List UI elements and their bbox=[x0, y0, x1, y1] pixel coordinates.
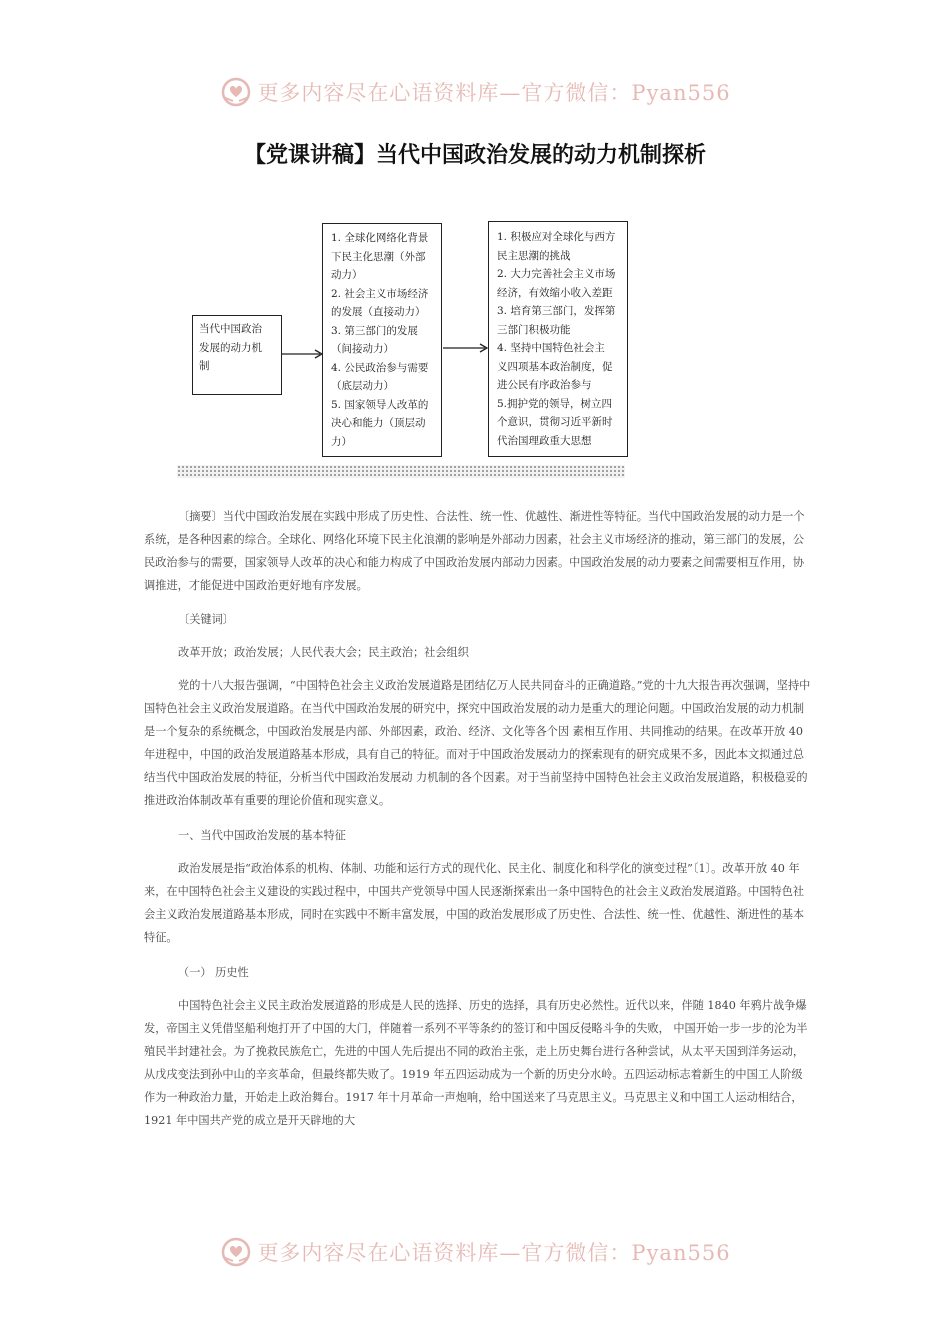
diagram-text-line: 3. 第三部门的发展 bbox=[331, 324, 418, 337]
dotted-baseline bbox=[177, 465, 625, 478]
arrow-right-icon bbox=[443, 342, 489, 354]
diagram-middle-box bbox=[322, 223, 442, 457]
keywords-label: 〔关键词〕 bbox=[178, 613, 234, 626]
diagram-text-line: 动力） bbox=[331, 269, 363, 281]
diagram-text-line: 的发展（直接动力） bbox=[331, 306, 426, 318]
banner-text: 更多内容尽在心语资料库—官方微信：Pyan556 bbox=[257, 1241, 731, 1265]
arrow-right-icon bbox=[282, 348, 324, 360]
diagram-text-line: （间接动力） bbox=[331, 343, 394, 355]
diagram-text-line: 进公民有序政治参与 bbox=[497, 379, 592, 391]
diagram-text-line: 发展的动力机 bbox=[199, 341, 262, 354]
heart-ribbon-logo-icon bbox=[219, 1235, 253, 1269]
diagram-text-line: 义四项基本政治制度，促 bbox=[497, 360, 613, 373]
section-paragraph: 政治发展是指“政治体系的机构、体制、功能和运行方式的现代化、民主化、制度化和科学化的演变过程”〔1〕。改革开放 40 年来，在中国特色社会主义建设的实践过程中，中国共产党领导中国人民逐渐探索出一条中国特色的社会主义政治发展道路。中国特色社会主义政治发展道路基本形成，同时在实践中不断丰富发展，中国的政治发展形成了历史性、合法性、统一性、优越性、渐进性的基本特征。 bbox=[144, 862, 805, 944]
header-banner bbox=[0, 72, 950, 112]
page-title: 【党课讲稿】当代中国政治发展的动力机制探析 bbox=[243, 143, 706, 168]
diagram-text-line: 5.拥护党的领导，树立四 bbox=[497, 397, 613, 410]
diagram-text-line: 民主思潮的挑战 bbox=[497, 249, 571, 262]
diagram-text-line: 代治国理政重大思想 bbox=[497, 434, 592, 447]
diagram-text-line: 力） bbox=[331, 435, 352, 448]
abstract-paragraph: 〔摘要〕当代中国政治发展在实践中形成了历史性、合法性、统一性、优越性、渐进性等特征。当代中国政治发展的动力是一个系统，是各种因素的综合。全球化、网络化环境下民主化浪潮的影响是外部动力因素，社会主义市场经济的推动，第三部门的发展，公民政治参与的需要，国家领导人改革的决心和能力构成了中国政治发展内部动力因素。中国政治发展的动力要素之间需要相互作用，协调推进，才能促进中国政治更好地有序发展。 bbox=[144, 510, 805, 592]
diagram-text-line: 三部门积极功能 bbox=[497, 323, 571, 336]
footer-banner bbox=[0, 1232, 950, 1272]
diagram-text-line: 3. 培育第三部门，发挥第 bbox=[497, 305, 616, 317]
diagram-text-line: 决心和能力（顶层动 bbox=[331, 417, 426, 429]
diagram-text-line: 4. 公民政治参与需要 bbox=[331, 361, 429, 374]
intro-paragraph: 党的十八大报告强调，“中国特色社会主义政治发展道路是团结亿万人民共同奋斗的正确道路。”党的十九大报告再次强调，坚持中国特色社会主义政治发展道路。在当代中国政治发展的研究中，探究中国政治发展的动力是重大的理论问题。中国政治发展的动力机制是一个复杂的系统概念，中国政治发展是内部、外部因素，政治、经济、文化等各个因 素相互作用、共同推动的结果。在改革开放 40 年进程中，中国的政治发展道路基本形成，具有自己的特征。而对于中国政治发展动力的探索现有的研究成果不多，因此本文拟通过总结当代中国政治发展的特征，分析当代中国政治发展动 力机制的各个因素。对于当前坚持中国特色社会主义政治发展道路，积极稳妥的推进政治体制改革有重要的理论价值和现实意义。 bbox=[144, 679, 811, 807]
keywords-list: 改革开放；政治发展；人民代表大会；民主政治；社会组织 bbox=[178, 646, 469, 659]
dynamics-diagram bbox=[175, 215, 645, 480]
subsection-heading: （一） 历史性 bbox=[178, 966, 249, 979]
diagram-text-line: 2. 社会主义市场经济 bbox=[331, 287, 429, 300]
section-heading: 一、当代中国政治发展的基本特征 bbox=[178, 829, 346, 842]
diagram-right-box bbox=[488, 221, 628, 457]
diagram-text-line: 个意识，贯彻习近平新时 bbox=[497, 416, 613, 428]
diagram-text-line: 1. 积极应对全球化与西方 bbox=[497, 231, 616, 243]
diagram-text-line: 当代中国政治 bbox=[199, 323, 262, 335]
diagram-left-box bbox=[192, 315, 282, 395]
heart-ribbon-logo-icon bbox=[219, 75, 253, 109]
diagram-text-line: （底层动力） bbox=[331, 380, 394, 392]
diagram-text-line: 1. 全球化网络化背景 bbox=[331, 232, 429, 244]
history-paragraph: 中国特色社会主义民主政治发展道路的形成是人民的选择、历史的选择，具有历史必然性。近代以来，伴随 1840 年鸦片战争爆发，帝国主义凭借坚船利炮打开了中国的大门，伴随着一系列不平等条约的签订和中国反侵略斗争的失败， 中国开始一步一步的沦为半殖民半封建社会。为了挽救民族危亡，先进的中国人先后提出不同的政治主张，走上历史舞台进行各种尝试，从太平天国到洋务运动，从戊戌变法到孙中山的辛亥革命，但最终都失败了。1919 年五四运动成为一个新的历史分水岭。五四运动标志着新生的中国工人阶级作为一种政治力量，开始走上政治舞台。1917 年十月革命一声炮响，给中国送来了马克思主义。马克思主义和中国工人运动相结合，1921 年中国共产党的成立是开天辟地的大 bbox=[144, 999, 808, 1127]
diagram-text-line: 经济，有效缩小收入差距 bbox=[497, 286, 613, 299]
diagram-text-line: 制 bbox=[199, 360, 210, 372]
banner-text: 更多内容尽在心语资料库—官方微信：Pyan556 bbox=[257, 81, 731, 105]
diagram-text-line: 下民主化思潮（外部 bbox=[331, 250, 426, 263]
diagram-text-line: 5. 国家领导人改革的 bbox=[331, 398, 429, 411]
diagram-text-line: 4. 坚持中国特色社会主 bbox=[497, 342, 605, 354]
diagram-text-line: 2. 大力完善社会主义市场 bbox=[497, 268, 616, 280]
